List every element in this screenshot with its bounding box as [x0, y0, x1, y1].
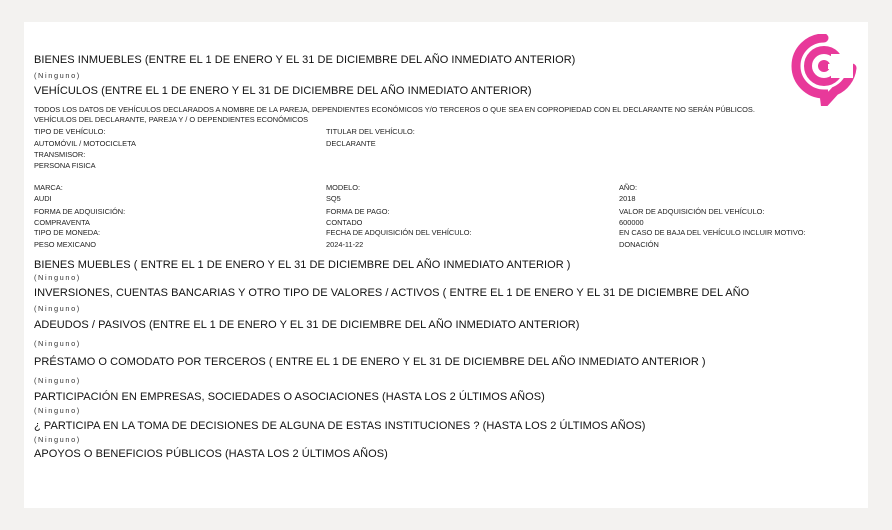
forma-adquisicion-value: COMPRAVENTA [34, 218, 90, 227]
baja-motivo-label: EN CASO DE BAJA DEL VEHÍCULO INCLUIR MOTIVO: [619, 228, 806, 237]
publisher-logo-icon [791, 34, 857, 106]
vehiculos-note-1: TODOS LOS DATOS DE VEHÍCULOS DECLARADOS A NOMBRE DE LA PAREJA, DEPENDIENTES ECONÓMICOS Y/O TERCEROS O QUE SEA EN COPROPIEDAD CON EL DECLARANTE NO SERÁN PÚBLICOS. [34, 105, 755, 114]
vehiculos-note-2: VEHÍCULOS DEL DECLARANTE, PAREJA Y / O DEPENDIENTES ECONÓMICOS [34, 115, 309, 124]
forma-pago-label: FORMA DE PAGO: [326, 207, 390, 216]
tipo-moneda-value: PESO MEXICANO [34, 240, 97, 249]
anio-label: AÑO: [619, 183, 638, 192]
forma-adquisicion-label: FORMA DE ADQUISICIÓN: [34, 207, 126, 216]
section-title-toma-decisiones: ¿ PARTICIPA EN LA TOMA DE DECISIONES DE ALGUNA DE ESTAS INSTITUCIONES ? (HASTA LOS 2 ÚLTIMOS AÑOS) [34, 420, 646, 432]
section-title-muebles: BIENES MUEBLES ( ENTRE EL 1 DE ENERO Y EL 31 DE DICIEMBRE DEL AÑO INMEDIATO ANTERIOR ) [34, 259, 571, 271]
section-title-inmuebles: BIENES INMUEBLES (ENTRE EL 1 DE ENERO Y EL 31 DE DICIEMBRE DEL AÑO INMEDIATO ANTERIOR) [34, 54, 576, 66]
transmisor-label: TRANSMISOR: [34, 150, 86, 159]
marca-label: MARCA: [34, 183, 63, 192]
titular-value: DECLARANTE [326, 139, 376, 148]
fecha-adquisicion-value: 2024-11-22 [326, 240, 364, 249]
modelo-value: SQ5 [326, 194, 341, 203]
status-toma-decisiones: (Ninguno) [34, 435, 81, 444]
tipo-moneda-label: TIPO DE MONEDA: [34, 228, 101, 237]
marca-value: AUDI [34, 194, 52, 203]
valor-adquisicion-label: VALOR DE ADQUISICIÓN DEL VEHÍCULO: [619, 207, 765, 216]
section-title-apoyos: APOYOS O BENEFICIOS PÚBLICOS (HASTA LOS 2 ÚLTIMOS AÑOS) [34, 448, 388, 460]
section-title-adeudos: ADEUDOS / PASIVOS (ENTRE EL 1 DE ENERO Y EL 31 DE DICIEMBRE DEL AÑO INMEDIATO ANTERIOR) [34, 319, 580, 331]
tipo-vehiculo-label: TIPO DE VEHÍCULO: [34, 127, 106, 136]
status-inversiones: (Ninguno) [34, 304, 81, 313]
section-title-participacion: PARTICIPACIÓN EN EMPRESAS, SOCIEDADES O ASOCIACIONES (HASTA LOS 2 ÚLTIMOS AÑOS) [34, 391, 545, 403]
titular-label: TITULAR DEL VEHÍCULO: [326, 127, 415, 136]
valor-adquisicion-value: 600000 [619, 218, 644, 227]
forma-pago-value: CONTADO [326, 218, 363, 227]
status-inmuebles: (Ninguno) [34, 71, 81, 80]
tipo-vehiculo-value: AUTOMÓVIL / MOTOCICLETA [34, 139, 136, 148]
section-title-vehiculos: VEHÍCULOS (ENTRE EL 1 DE ENERO Y EL 31 DE DICIEMBRE DEL AÑO INMEDIATO ANTERIOR) [34, 85, 532, 97]
status-adeudos: (Ninguno) [34, 339, 81, 348]
fecha-adquisicion-label: FECHA DE ADQUISICIÓN DEL VEHÍCULO: [326, 228, 472, 237]
modelo-label: MODELO: [326, 183, 361, 192]
baja-motivo-value: DONACIÓN [619, 240, 659, 249]
anio-value: 2018 [619, 194, 636, 203]
status-prestamo: (Ninguno) [34, 376, 81, 385]
status-participacion: (Ninguno) [34, 406, 81, 415]
transmisor-value: PERSONA FISICA [34, 161, 96, 170]
status-muebles: (Ninguno) [34, 273, 81, 282]
section-title-inversiones: INVERSIONES, CUENTAS BANCARIAS Y OTRO TIPO DE VALORES / ACTIVOS ( ENTRE EL 1 DE ENERO Y EL 31 DE DICIEMBRE DEL AÑO [34, 287, 750, 299]
section-title-prestamo: PRÉSTAMO O COMODATO POR TERCEROS ( ENTRE EL 1 DE ENERO Y EL 31 DE DICIEMBRE DEL AÑO INMEDIATO ANTERIOR ) [34, 356, 706, 368]
